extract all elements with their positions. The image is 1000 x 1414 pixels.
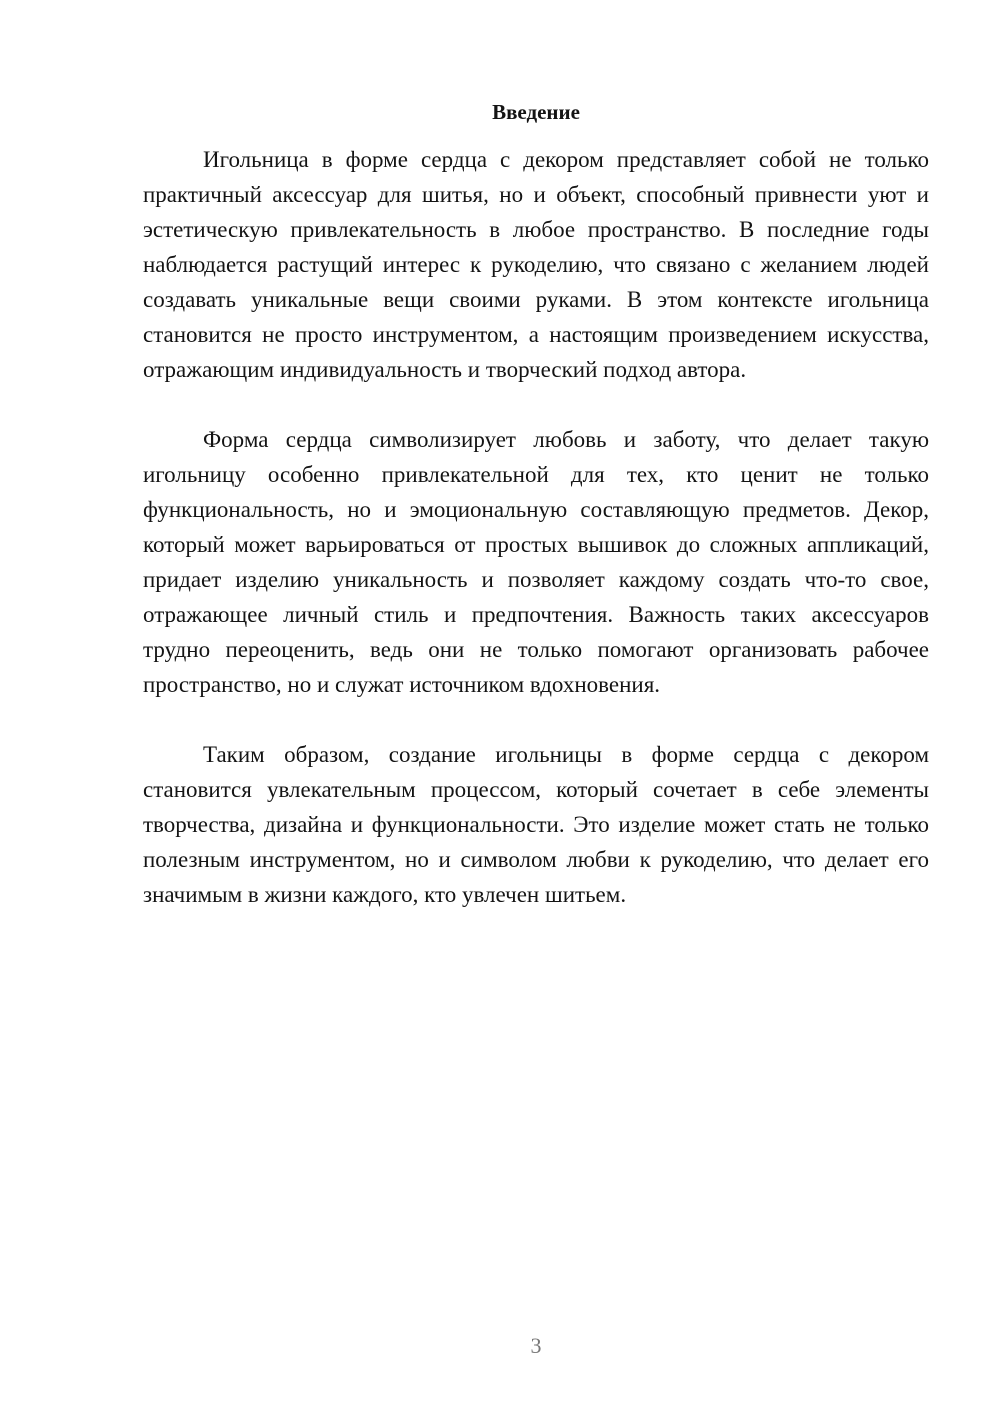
paragraph-1: Игольница в форме сердца с декором представляет собой не только практичный аксессуар для шитья, но и объект, способный привнести уют и эстетическую привлекательность в любое пространство. В последние годы наблюдается растущий интерес к рукоделию, что связано с желанием людей создавать уникальные вещи своими руками. В этом контексте игольница становится не просто инструментом, а настоящим произведением искусства, отражающим индивидуальность и творческий подход автора. xyxy=(143,147,929,382)
page-number: 3 xyxy=(530,1333,542,1358)
paragraph-2: Форма сердца символизирует любовь и заботу, что делает такую игольницу особенно привлекательной для тех, кто ценит не только функциональность, но и эмоциональную составляющую предметов. Декор, который может варьироваться от простых вышивок до сложных аппликаций, придает изделию уникальность и позволяет каждому создать что-то свое, отражающее личный стиль и предпочтения. Важность таких аксессуаров трудно переоценить, ведь они не только помогают организовать рабочее пространство, но и служат источником вдохновения. xyxy=(143,427,929,697)
body-text xyxy=(143,142,929,947)
section-title: Введение xyxy=(492,100,580,124)
paragraph-3: Таким образом, создание игольницы в форме сердца с декором становится увлекательным процессом, который сочетает в себе элементы творчества, дизайна и функциональности. Это изделие может стать не только полезным инструментом, но и символом любви к рукоделию, что делает его значимым в жизни каждого, кто увлечен шитьем. xyxy=(143,742,929,907)
